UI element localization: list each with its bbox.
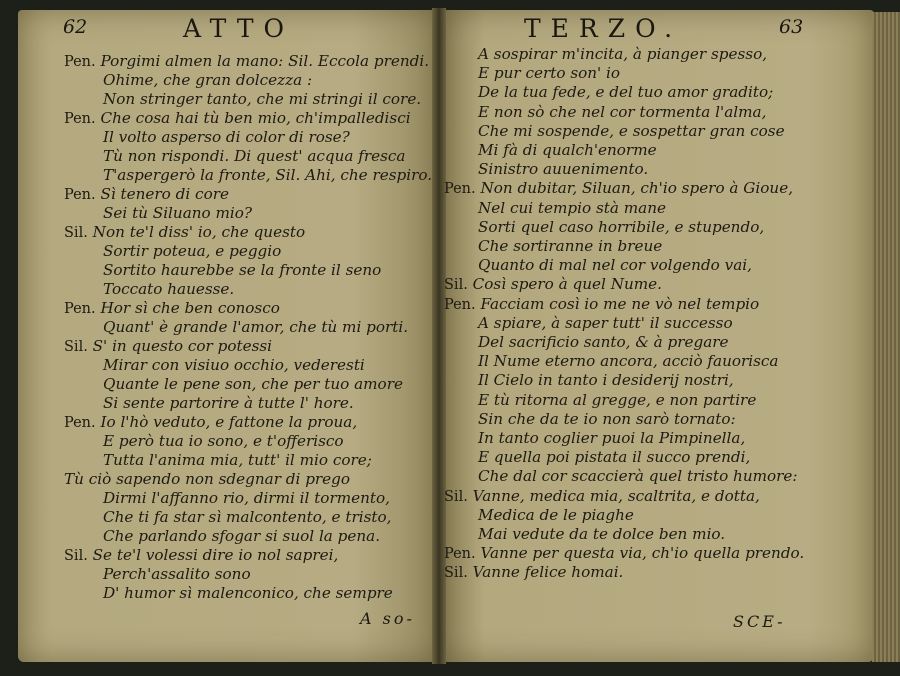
verse-text: Tù non rispondi. Di quest' acqua fresca [103, 147, 406, 165]
verse-line [103, 242, 281, 260]
verse-text: D' humor sì malenconico, che sempre [103, 584, 393, 602]
verse-line [478, 448, 750, 466]
verse-line [478, 199, 666, 217]
verse-line [103, 527, 380, 545]
verse-text: Così spero à quel Nume. [472, 275, 662, 294]
verse-line [478, 237, 662, 255]
verse-text: S' in questo cor potessi [92, 337, 273, 355]
verse-text: Sortito haurebbe se la fronte il seno [103, 261, 382, 279]
verse-line [444, 295, 759, 314]
verse-text: E però tua io sono, e t'offerisco [103, 432, 344, 450]
verse-text: Mirar con visiuo occhio, vederesti [103, 356, 365, 374]
verse-line [103, 147, 406, 165]
verse-line [103, 71, 312, 89]
verse-text: Non dubitar, Siluan, ch'io spero à Gioue, [480, 179, 794, 198]
verse-text: T'aspergerò la fronte, Sil. Ahi, che respiro. [103, 166, 433, 184]
verse-text: Tù ciò sapendo non sdegnar di prego [64, 470, 351, 488]
verse-line [103, 489, 390, 507]
verse-line [444, 275, 662, 294]
verse-line [444, 179, 793, 198]
verse-text: E tù ritorna al gregge, e non partire [478, 390, 757, 409]
verse-text: Quant' è grande l'amor, che tù mi porti. [103, 318, 409, 336]
verse-text: Che cosa hai tù ben mio, ch'impalledisci [100, 109, 411, 127]
verse-line [103, 90, 421, 108]
verse-line [103, 394, 354, 412]
verse-text: Facciam così io me ne vò nel tempio [480, 294, 760, 313]
speaker-label: Pen. [444, 546, 476, 563]
verse-line [478, 506, 634, 524]
verse-line [478, 467, 798, 485]
verse-text: Si sente partorire à tutte l' hore. [103, 394, 354, 412]
verse-text: Mai vedute da te dolce ben mio. [478, 525, 726, 543]
verse-line [444, 544, 804, 563]
verse-line [103, 584, 393, 602]
verse-text: Nel cui tempio stà mane [478, 198, 666, 217]
left-page-number: 62 [63, 16, 88, 38]
speaker-label: Pen. [64, 301, 96, 317]
verse-text: Io l'hò veduto, e fattone la proua, [100, 413, 358, 431]
verse-text: Vanne per questa via, ch'io quella prendo. [480, 544, 805, 563]
speaker-label: Sil. [444, 488, 468, 505]
speaker-label: Sil. [64, 339, 88, 355]
verse-text: Non stringer tanto, che mi stringi il core. [103, 90, 422, 108]
verse-text: Sortir poteua, e peggio [103, 242, 282, 260]
verse-line [478, 160, 648, 178]
verse-line [478, 410, 736, 428]
speaker-label: Pen. [64, 111, 96, 127]
verse-text: Dirmi l'affanno rio, dirmi il tormento, [103, 489, 390, 507]
verse-text: E pur certo son' io [478, 64, 621, 83]
verse-text: Sin che da te io non sarò tornato: [478, 409, 736, 428]
verse-line [478, 371, 734, 389]
speaker-label: Pen. [64, 187, 96, 203]
verse-line [478, 525, 725, 543]
verse-line [478, 429, 745, 447]
verse-line [103, 451, 372, 469]
verse-line [103, 375, 403, 393]
speaker-label: Sil. [64, 225, 88, 241]
right-running-head: TERZO. [524, 14, 683, 43]
verse-line [478, 45, 767, 63]
verse-text: Toccato hauesse. [103, 280, 235, 298]
verse-line [64, 413, 357, 432]
speaker-label: Pen. [64, 54, 96, 70]
verse-text: Che parlando sfogar si suol la pena. [103, 527, 381, 545]
verse-text: Quanto di mal nel cor volgendo vai, [478, 256, 752, 275]
verse-text: Il Cielo in tanto i desiderij nostri, [478, 371, 734, 390]
verse-line [478, 122, 785, 140]
verse-line [478, 333, 729, 351]
verse-text: Ohime, che gran dolcezza : [103, 71, 313, 89]
verse-line [444, 563, 623, 582]
verse-line [103, 204, 252, 222]
verse-text: Non te'l diss' io, che questo [92, 223, 306, 241]
verse-line [478, 352, 779, 370]
verse-text: E non sò che nel cor tormenta l'alma, [478, 102, 767, 121]
speaker-label: Pen. [64, 415, 96, 431]
verse-text: Quante le pene son, che per tuo amore [103, 375, 403, 393]
left-running-head: ATTO [183, 14, 294, 43]
verse-line [103, 166, 432, 184]
right-catchword: SCE- [733, 612, 786, 631]
verse-text: Del sacrificio santo, & à pregare [478, 333, 729, 351]
verse-text: E quella poi pistata il succo prendi, [478, 448, 751, 467]
verse-line [103, 508, 391, 526]
verse-line [64, 337, 272, 356]
verse-text: Mi fà di qualch'enorme [478, 141, 657, 159]
verse-text: Vanne, medica mia, scaltrita, e dotta, [472, 486, 760, 505]
page-edges [872, 12, 900, 662]
verse-line [478, 314, 733, 332]
verse-text: Che ti fa star sì malcontento, e tristo, [103, 508, 392, 526]
verse-line [64, 185, 229, 204]
verse-text: Che sortiranne in breue [478, 237, 663, 255]
verse-line [478, 218, 764, 236]
verse-text: Il Nume eterno ancora, acciò fauorisca [478, 352, 779, 371]
verse-line [103, 432, 344, 450]
right-page-number: 63 [779, 16, 804, 38]
verse-text: Il volto asperso di color di rose? [103, 128, 350, 146]
verse-text: A spiare, à saper tutt' il successo [478, 313, 733, 332]
speaker-label: Sil. [444, 277, 468, 294]
verse-line [103, 280, 234, 298]
verse-line [103, 261, 381, 279]
verse-line [103, 128, 350, 146]
verse-line [103, 565, 251, 583]
speaker-label: Pen. [444, 296, 476, 313]
verse-text: In tanto coglier puoi la Pimpinella, [478, 429, 746, 447]
verse-text: Hor sì che ben conosco [100, 299, 280, 317]
verse-text: A sospirar m'incita, à pianger spesso, [478, 45, 768, 63]
verse-line [478, 103, 766, 121]
verse-line [64, 470, 350, 488]
verse-line [103, 318, 408, 336]
verse-text: Perch'assalito sono [103, 565, 251, 583]
verse-line [478, 83, 773, 101]
verse-line [444, 487, 760, 506]
verse-line [64, 223, 305, 242]
verse-text: De la tua fede, e del tuo amor gradito; [478, 83, 774, 102]
verse-line [64, 299, 280, 318]
verse-text: Tutta l'anima mia, tutt' il mio core; [103, 451, 372, 469]
verse-text: Sorti quel caso horribile, e stupendo, [478, 217, 765, 236]
verse-line [478, 391, 756, 409]
verse-text: Che mi sospende, e sospettar gran cose [478, 121, 785, 140]
speaker-label: Sil. [64, 548, 88, 564]
verse-line [64, 546, 338, 565]
verse-line [478, 256, 752, 274]
verse-line [64, 52, 429, 71]
verse-text: Sinistro auuenimento. [478, 160, 649, 179]
verse-text: Medica de le piaghe [478, 505, 634, 524]
verse-line [64, 109, 411, 128]
verse-text: Vanne felice homai. [472, 563, 624, 582]
speaker-label: Sil. [444, 565, 468, 582]
left-catchword: A so- [360, 609, 415, 628]
verse-line [478, 141, 657, 159]
verse-text: Sì tenero di core [100, 185, 229, 203]
verse-text: Se te'l volessi dire io nol saprei, [92, 546, 339, 564]
verse-line [103, 356, 365, 374]
speaker-label: Pen. [444, 181, 476, 198]
verse-text: Porgimi almen la mano: Sil. Eccola prendi. [100, 52, 430, 70]
verse-text: Sei tù Siluano mio? [103, 204, 253, 222]
verse-text: Che dal cor scaccierà quel tristo humore: [478, 467, 798, 486]
verse-line [478, 64, 620, 82]
